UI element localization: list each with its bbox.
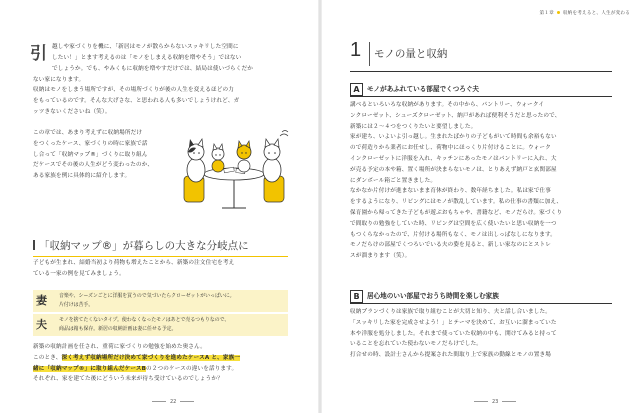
text-line: 保育園から帰ってきた子どもが遊ぶおもちゃや、書籍など、モノだらけ。家づくり — [350, 209, 563, 216]
wife-badge: 妻 — [36, 294, 47, 307]
text-line: をつくったケース、家づくりの時に家族で話 — [33, 140, 148, 147]
text-line: をするようになり、リビングにはモノが散乱しています。私の仕事の書類に加え、 — [350, 199, 563, 206]
text-line: 商品は箱も保存。新居の収納計画は妻に任せる予定。 — [59, 326, 177, 333]
page-number: 23 — [470, 399, 520, 405]
husband-profile-text — [59, 316, 285, 335]
text-line: ない家になります。 — [33, 76, 85, 83]
text-line: ている一家の例を見てみましょう。 — [33, 270, 125, 277]
running-head-title: 収納を考えると、人生が変わる — [562, 11, 630, 16]
text-line: し合って「収納マップ®」づくりに取り組ん — [33, 151, 148, 158]
text-line: モノを捨てたくないタイプ。使わなくなったモノはあとで売るつもりなので、 — [59, 317, 230, 323]
text-line: スが溜まります（笑）。 — [350, 253, 411, 260]
text-line: 家が建ち、いよいよ引っ越し。生まれたばかりの子どもがいて時間も余裕もない — [350, 134, 557, 141]
page-number: 22 — [148, 399, 198, 405]
highlighted-text: 深く考えず収納場所だけ決めて家づくりを進めたケースA と、家族一 — [61, 354, 241, 361]
text-line: ッツきないくださいね（笑）。 — [33, 108, 111, 115]
text-line: モノだらけの部屋でくつろいでいる夫の姿を見ると、新しい家なのにとストレ — [350, 242, 551, 249]
text-line: なかなか片付けが進まないまま育休が終わり、数年経ちました。私は家で仕事 — [350, 188, 552, 195]
intro-paragraph-cont — [33, 75, 288, 118]
text-line: 新築には２～４つをつくりたいと要望しました。 — [350, 123, 477, 130]
text-line: 子どもが生まれ、結婚当初より荷物も増えたことから、新築の注文住宅を考え — [33, 260, 235, 266]
running-head — [539, 10, 630, 16]
dot-separator — [557, 11, 560, 14]
text-line — [33, 364, 295, 375]
text-line — [33, 353, 295, 364]
text-line: 収納はモノをしまう場所ですが、その場所づくりが後の人生を変えるほどの力 — [33, 87, 234, 94]
husband-profile-box — [33, 314, 288, 336]
text-line: ンクローゼット、シューズクローゼット、納戸があれば便利そうだと思ったので、 — [350, 112, 561, 119]
section-a-heading — [350, 82, 612, 97]
text-span: の２つのケースの違いを話ります。 — [146, 365, 238, 372]
section-a-title: モノがあふれている部屋でくつろぐ夫 — [367, 85, 480, 93]
text-line: この章では、あまり考えずに収納場所だけ — [33, 130, 143, 136]
chapter-divider — [369, 42, 370, 66]
text-line: ので荷造りから業者にお任せし、荷物中にほっくり片付けることに。ウォーク — [350, 145, 551, 152]
intro-paragraph — [52, 42, 292, 74]
wife-profile-text — [59, 292, 285, 311]
text-line: 越しや家づくりを機に、「新居はモノが散らからないスッキリした空間に — [52, 44, 239, 50]
text-line: でしょうか。でも、やみくもに収納を増やすだけでは、結局は使いづらくだか — [52, 65, 254, 72]
heading-bar — [33, 240, 35, 250]
section-b-body — [350, 307, 618, 361]
post-box-paragraph — [33, 342, 295, 385]
section-b-title: 居心地のいい部屋でおうち時間を楽しむ家族 — [367, 292, 499, 300]
section-heading-text: 「収納マップ®」が暮らしの大きな分岐点に — [39, 240, 249, 252]
text-line: だケースでその後の人生がどう変わったのか、 — [33, 162, 154, 169]
pre-box-paragraph — [33, 258, 288, 280]
left-page — [0, 0, 318, 413]
text-line: 収納プランづくりは家族で取り組むことが大切と知り、夫と話し合いました。 — [350, 309, 552, 315]
text-line: 講べるといろいろな収納があります。その中から、パントリー、ウォークイ — [350, 102, 545, 108]
text-line: にダンボール箱ごと置きました。 — [350, 177, 437, 184]
text-line: もつくらなかったので、片付ける場所もなく、モノは出しっぱなしになります。 — [350, 231, 557, 238]
text-span: このとき、 — [33, 354, 62, 361]
husband-badge: 夫 — [36, 318, 47, 331]
drop-cap: 引 — [30, 44, 47, 64]
chapter-number: 1 — [350, 39, 362, 61]
section-a-letter: A — [350, 83, 363, 96]
highlighted-text: 緒に「収納マップ®」に取り組んだケースB — [33, 365, 147, 372]
section-a-body — [350, 100, 618, 262]
text-line: ある家族を例に具体的に紹介します。 — [33, 173, 131, 180]
running-head-part: 第１章 — [539, 11, 554, 16]
text-line: したい！」とます考えるのは「モノをしまえる収納を増やそう」ではない — [52, 54, 242, 61]
cat-family-illustration — [178, 124, 290, 214]
section-b-heading — [350, 289, 612, 304]
section-b-letter: B — [350, 290, 363, 303]
text-line: 「スッキリした家を完成させよう！」とテーマを決めて、お互いに溜まっていた — [350, 319, 557, 326]
text-line: 音楽や、シーズンごとに洋服を買うので気づいたらクローゼットがいっぱいに。 — [59, 293, 235, 299]
section-heading — [33, 238, 288, 257]
text-line: で間取りの勉強をしていた時、リビングは空間を広く使いたいと思い収納を一つ — [350, 220, 557, 227]
text-line: 片付けは苦手。 — [59, 302, 94, 309]
text-line: 新築の収納計画を任され、重荷に家づくりの勉強を始めた奥さん。 — [33, 344, 206, 350]
text-line: 打合せの時、設計士さんから提案された間取り上で家族の動線とモノの置き場 — [350, 352, 551, 359]
text-line: が売る予定の本や箱、置く場所が決まらないモノは、とりあえず納戸と玄関部屋 — [350, 166, 557, 173]
chapter-rule — [350, 71, 612, 72]
right-page — [322, 0, 640, 413]
text-line: インクローゼットに洋服を入れ、キッチンにあったモノはパントリーに入れ、大 — [350, 155, 557, 162]
story-paragraph — [33, 128, 173, 182]
text-line: 本や洋服を処分しました。それまで使っていた収納の中も、開けてみると持って — [350, 330, 557, 337]
text-line: いることを忘れていた使わないモノだらけでした。 — [350, 341, 483, 348]
text-line: をもっているのです。そんな大げさな、と思われる人も多いでしょうけれど、ガ — [33, 98, 240, 105]
wife-profile-box — [33, 290, 288, 312]
chapter-title: モノの量と収納 — [374, 48, 448, 60]
text-line: それぞれ、家を建てた後にどういう未来が待ち受けているのでしょうか？ — [33, 376, 223, 383]
